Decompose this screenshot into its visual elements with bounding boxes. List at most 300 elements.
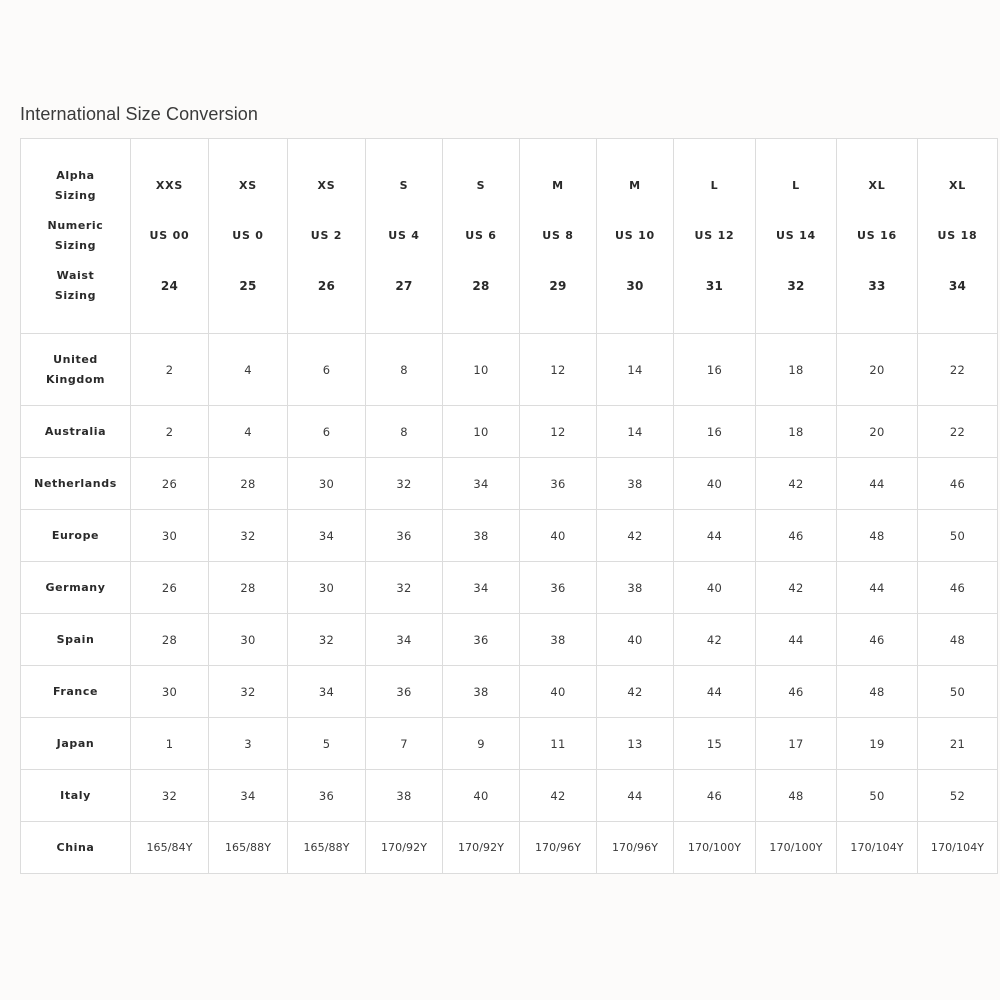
size-value: 30	[318, 580, 335, 595]
size-value: 30	[240, 632, 256, 647]
table-row	[21, 510, 998, 562]
size-value: 44	[706, 684, 723, 699]
size-value: 20	[869, 424, 885, 439]
size-value: 3	[244, 736, 252, 751]
size-value: 38	[627, 580, 643, 595]
size-value: 36	[473, 632, 489, 647]
size-cell	[366, 614, 443, 666]
table-row	[21, 406, 998, 458]
size-cell	[837, 510, 918, 562]
size-value: 26	[161, 580, 178, 595]
size-value: 36	[318, 788, 335, 803]
size-value: 22	[949, 424, 966, 439]
size-value: 4	[244, 424, 252, 439]
size-value: 12	[550, 362, 566, 377]
size-cell	[209, 334, 288, 406]
size-cell	[520, 334, 597, 406]
country-label: China	[56, 840, 95, 854]
header-cell	[209, 139, 288, 334]
alpha-size: XS	[317, 179, 336, 192]
alpha-size: M	[552, 179, 564, 192]
size-cell	[443, 406, 520, 458]
size-cell	[756, 458, 837, 510]
size-cell	[443, 458, 520, 510]
size-cell	[131, 614, 209, 666]
size-cell	[520, 458, 597, 510]
waist-size: 34	[948, 279, 967, 293]
country-label: France	[52, 684, 99, 698]
size-value: 1	[165, 736, 174, 751]
size-value: 34	[240, 788, 256, 803]
header-cell	[918, 139, 998, 334]
waist-size: 33	[868, 279, 886, 293]
country-label: Japan	[56, 736, 95, 750]
waist-size: 29	[549, 279, 567, 293]
size-value: 16	[706, 424, 723, 439]
table-row	[21, 334, 998, 406]
size-cell	[520, 614, 597, 666]
size-value: 38	[550, 632, 566, 647]
size-cell	[209, 458, 288, 510]
country-label: Germany	[45, 580, 106, 594]
numeric-size: US 14	[776, 229, 816, 242]
size-value: 38	[627, 476, 643, 491]
waist-size: 26	[317, 279, 336, 293]
size-cell	[520, 510, 597, 562]
size-cell	[918, 770, 998, 822]
size-cell	[209, 510, 288, 562]
header-cell	[288, 139, 366, 334]
size-value: 170/100Y	[687, 841, 742, 854]
header-label: Numeric Sizing	[47, 219, 104, 252]
size-value: 8	[400, 424, 408, 439]
table-row	[21, 666, 998, 718]
table-row	[21, 718, 998, 770]
alpha-size: XXS	[155, 179, 184, 192]
header-cell	[443, 139, 520, 334]
size-cell	[131, 718, 209, 770]
size-cell	[756, 666, 837, 718]
size-value: 6	[322, 362, 331, 377]
size-cell	[597, 718, 674, 770]
size-value: 18	[788, 424, 804, 439]
size-value: 6	[322, 424, 331, 439]
size-value: 17	[788, 736, 804, 751]
size-cell	[756, 334, 837, 406]
size-value: 165/84Y	[146, 841, 193, 854]
size-cell	[597, 666, 674, 718]
size-cell	[443, 510, 520, 562]
size-cell	[918, 510, 998, 562]
size-cell	[918, 458, 998, 510]
table-row	[21, 614, 998, 666]
size-value: 44	[627, 788, 643, 803]
size-cell	[520, 822, 597, 874]
header-label: Alpha Sizing	[54, 169, 97, 202]
size-value: 32	[318, 632, 335, 647]
size-cell	[288, 406, 366, 458]
size-value: 32	[161, 788, 178, 803]
size-cell	[366, 770, 443, 822]
size-value: 26	[161, 476, 178, 491]
size-cell	[837, 666, 918, 718]
size-value: 10	[473, 424, 489, 439]
size-cell	[131, 822, 209, 874]
size-cell	[443, 770, 520, 822]
size-value: 32	[240, 684, 256, 699]
page-title: International Size Conversion	[20, 104, 259, 124]
size-cell	[597, 822, 674, 874]
size-cell	[520, 770, 597, 822]
size-cell	[209, 822, 288, 874]
numeric-size: US 00	[149, 229, 190, 242]
size-value: 40	[473, 788, 489, 803]
size-value: 36	[550, 580, 566, 595]
size-value: 42	[550, 788, 566, 803]
size-value: 34	[473, 580, 489, 595]
size-value: 28	[161, 632, 178, 647]
country-label-cell	[21, 666, 131, 718]
size-cell	[837, 822, 918, 874]
size-cell	[756, 770, 837, 822]
size-cell	[756, 718, 837, 770]
header-cell	[520, 139, 597, 334]
header-cell	[674, 139, 756, 334]
size-value: 44	[788, 632, 804, 647]
size-value: 52	[949, 788, 966, 803]
size-value: 40	[706, 580, 723, 595]
size-value: 8	[400, 362, 408, 377]
size-cell	[597, 562, 674, 614]
size-cell	[520, 562, 597, 614]
size-value: 28	[240, 476, 256, 491]
size-cell	[520, 718, 597, 770]
alpha-size: L	[710, 179, 719, 192]
size-value: 44	[869, 580, 885, 595]
country-label: Europe	[51, 528, 100, 542]
country-label: Spain	[56, 632, 95, 646]
size-cell	[288, 822, 366, 874]
size-value: 5	[322, 736, 331, 751]
size-cell	[288, 614, 366, 666]
size-value: 170/104Y	[930, 841, 985, 854]
size-value: 28	[240, 580, 256, 595]
size-cell	[288, 562, 366, 614]
country-label: Netherlands	[34, 476, 117, 490]
size-value: 40	[627, 632, 643, 647]
country-label-cell	[21, 718, 131, 770]
numeric-size: US 12	[694, 229, 735, 242]
size-value: 22	[949, 362, 966, 377]
waist-size: 24	[160, 279, 179, 293]
size-cell	[597, 510, 674, 562]
table-row	[21, 562, 998, 614]
size-value: 21	[949, 736, 966, 751]
size-value: 32	[240, 528, 256, 543]
numeric-size: US 8	[542, 229, 574, 242]
size-cell	[837, 770, 918, 822]
size-value: 14	[627, 362, 643, 377]
size-value: 44	[869, 476, 885, 491]
size-value: 30	[318, 476, 335, 491]
size-cell	[674, 510, 756, 562]
country-label-cell	[21, 822, 131, 874]
size-value: 50	[949, 684, 966, 699]
country-label-cell	[21, 562, 131, 614]
size-value: 40	[550, 684, 566, 699]
alpha-size: XS	[238, 179, 257, 192]
size-value: 165/88Y	[303, 841, 350, 854]
size-cell	[288, 666, 366, 718]
size-cell	[597, 614, 674, 666]
size-value: 42	[788, 476, 804, 491]
size-value: 11	[550, 736, 566, 751]
size-cell	[918, 614, 998, 666]
size-cell	[597, 406, 674, 458]
size-value: 170/104Y	[850, 841, 904, 854]
header-cell	[756, 139, 837, 334]
size-value: 170/92Y	[457, 841, 505, 854]
size-cell	[837, 718, 918, 770]
size-cell	[674, 406, 756, 458]
size-cell	[597, 458, 674, 510]
size-value: 170/96Y	[534, 841, 582, 854]
size-cell	[209, 562, 288, 614]
size-cell	[443, 718, 520, 770]
size-value: 42	[788, 580, 804, 595]
header-label-cell	[21, 139, 131, 334]
size-cell	[674, 562, 756, 614]
size-value: 30	[161, 528, 178, 543]
country-label-cell	[21, 510, 131, 562]
size-cell	[837, 458, 918, 510]
size-cell	[674, 614, 756, 666]
size-value: 40	[706, 476, 723, 491]
country-label-cell	[21, 770, 131, 822]
country-label: Australia	[44, 424, 107, 438]
size-value: 48	[788, 788, 804, 803]
waist-size: 32	[787, 279, 805, 293]
size-cell	[209, 718, 288, 770]
waist-size: 28	[472, 279, 490, 293]
size-cell	[209, 614, 288, 666]
size-cell	[288, 510, 366, 562]
size-value: 32	[396, 580, 412, 595]
country-label-cell	[21, 614, 131, 666]
size-value: 165/88Y	[224, 841, 272, 854]
header-cell	[837, 139, 918, 334]
size-value: 7	[400, 736, 408, 751]
size-cell	[756, 614, 837, 666]
size-cell	[443, 614, 520, 666]
size-cell	[837, 406, 918, 458]
size-cell	[366, 334, 443, 406]
size-cell	[837, 562, 918, 614]
size-cell	[209, 406, 288, 458]
size-cell	[131, 562, 209, 614]
size-cell	[366, 666, 443, 718]
size-value: 38	[396, 788, 412, 803]
size-value: 20	[869, 362, 885, 377]
size-cell	[918, 718, 998, 770]
size-cell	[131, 406, 209, 458]
size-cell	[443, 822, 520, 874]
size-value: 2	[165, 424, 174, 439]
size-cell	[918, 822, 998, 874]
size-value: 19	[869, 736, 885, 751]
size-cell	[674, 718, 756, 770]
size-cell	[288, 458, 366, 510]
waist-size: 30	[626, 279, 644, 293]
size-value: 13	[627, 736, 643, 751]
country-label: Italy	[60, 788, 91, 802]
size-cell	[837, 334, 918, 406]
numeric-size: US 6	[465, 229, 497, 242]
header-row	[21, 139, 998, 334]
size-cell	[288, 334, 366, 406]
size-cell	[443, 666, 520, 718]
size-conversion-table	[20, 138, 998, 874]
size-value: 46	[788, 684, 804, 699]
table-row	[21, 770, 998, 822]
size-cell	[131, 510, 209, 562]
size-cell	[366, 718, 443, 770]
size-value: 32	[396, 476, 412, 491]
table-row	[21, 458, 998, 510]
numeric-size: US 16	[857, 229, 897, 242]
size-cell	[288, 770, 366, 822]
size-value: 34	[396, 632, 412, 647]
size-value: 34	[318, 684, 335, 699]
size-cell	[756, 822, 837, 874]
size-value: 42	[627, 528, 643, 543]
waist-size: 27	[395, 279, 413, 293]
size-cell	[918, 562, 998, 614]
numeric-size: US 10	[615, 229, 655, 242]
size-cell	[674, 822, 756, 874]
size-value: 30	[161, 684, 178, 699]
size-cell	[366, 562, 443, 614]
size-cell	[443, 562, 520, 614]
size-cell	[918, 666, 998, 718]
table-row	[21, 822, 998, 874]
country-label: United Kingdom	[45, 352, 106, 386]
country-label-cell	[21, 458, 131, 510]
size-value: 2	[165, 362, 174, 377]
size-value: 46	[949, 580, 966, 595]
size-value: 12	[550, 424, 566, 439]
size-cell	[366, 406, 443, 458]
size-cell	[131, 770, 209, 822]
size-cell	[674, 458, 756, 510]
size-value: 44	[706, 528, 723, 543]
size-value: 48	[869, 684, 885, 699]
size-cell	[837, 614, 918, 666]
size-value: 36	[550, 476, 566, 491]
size-value: 15	[706, 736, 723, 751]
size-cell	[131, 666, 209, 718]
alpha-size: S	[399, 179, 409, 192]
size-cell	[674, 334, 756, 406]
numeric-size: US 18	[937, 229, 978, 242]
numeric-size: US 2	[310, 229, 343, 242]
size-value: 4	[244, 362, 252, 377]
size-cell	[131, 458, 209, 510]
size-value: 36	[396, 528, 412, 543]
header-label: Waist Sizing	[54, 269, 97, 302]
alpha-size: M	[629, 179, 641, 192]
country-label-cell	[21, 334, 131, 406]
size-cell	[918, 406, 998, 458]
size-cell	[366, 822, 443, 874]
alpha-size: L	[792, 179, 800, 192]
size-value: 36	[396, 684, 412, 699]
waist-size: 25	[239, 279, 257, 293]
header-cell	[597, 139, 674, 334]
size-value: 38	[473, 528, 489, 543]
size-value: 170/100Y	[769, 841, 823, 854]
alpha-size: XL	[868, 179, 886, 192]
size-cell	[131, 334, 209, 406]
alpha-size: S	[476, 179, 486, 192]
size-value: 38	[473, 684, 489, 699]
size-value: 170/96Y	[611, 841, 659, 854]
size-value: 42	[706, 632, 723, 647]
size-cell	[366, 458, 443, 510]
waist-size: 31	[705, 279, 724, 293]
size-cell	[918, 334, 998, 406]
header-cell	[366, 139, 443, 334]
size-value: 10	[473, 362, 489, 377]
size-value: 46	[869, 632, 885, 647]
header-cell	[131, 139, 209, 334]
size-value: 46	[949, 476, 966, 491]
size-cell	[674, 770, 756, 822]
size-value: 50	[949, 528, 966, 543]
size-cell	[597, 770, 674, 822]
size-cell	[209, 770, 288, 822]
size-cell	[366, 510, 443, 562]
alpha-size: XL	[948, 179, 967, 192]
size-value: 48	[949, 632, 966, 647]
size-cell	[756, 510, 837, 562]
size-cell	[756, 562, 837, 614]
size-value: 34	[473, 476, 489, 491]
size-value: 42	[627, 684, 643, 699]
size-cell	[520, 406, 597, 458]
size-value: 46	[706, 788, 723, 803]
size-value: 50	[869, 788, 885, 803]
size-value: 34	[318, 528, 335, 543]
size-value: 46	[788, 528, 804, 543]
country-label-cell	[21, 406, 131, 458]
size-value: 18	[788, 362, 804, 377]
size-cell	[520, 666, 597, 718]
size-value: 16	[706, 362, 723, 377]
size-value: 40	[550, 528, 566, 543]
numeric-size: US 0	[232, 229, 264, 242]
size-cell	[288, 718, 366, 770]
size-cell	[674, 666, 756, 718]
size-value: 9	[477, 736, 485, 751]
size-cell	[443, 334, 520, 406]
size-cell	[597, 334, 674, 406]
size-value: 48	[869, 528, 885, 543]
size-value: 170/92Y	[380, 841, 428, 854]
size-cell	[209, 666, 288, 718]
size-value: 14	[627, 424, 643, 439]
size-cell	[756, 406, 837, 458]
